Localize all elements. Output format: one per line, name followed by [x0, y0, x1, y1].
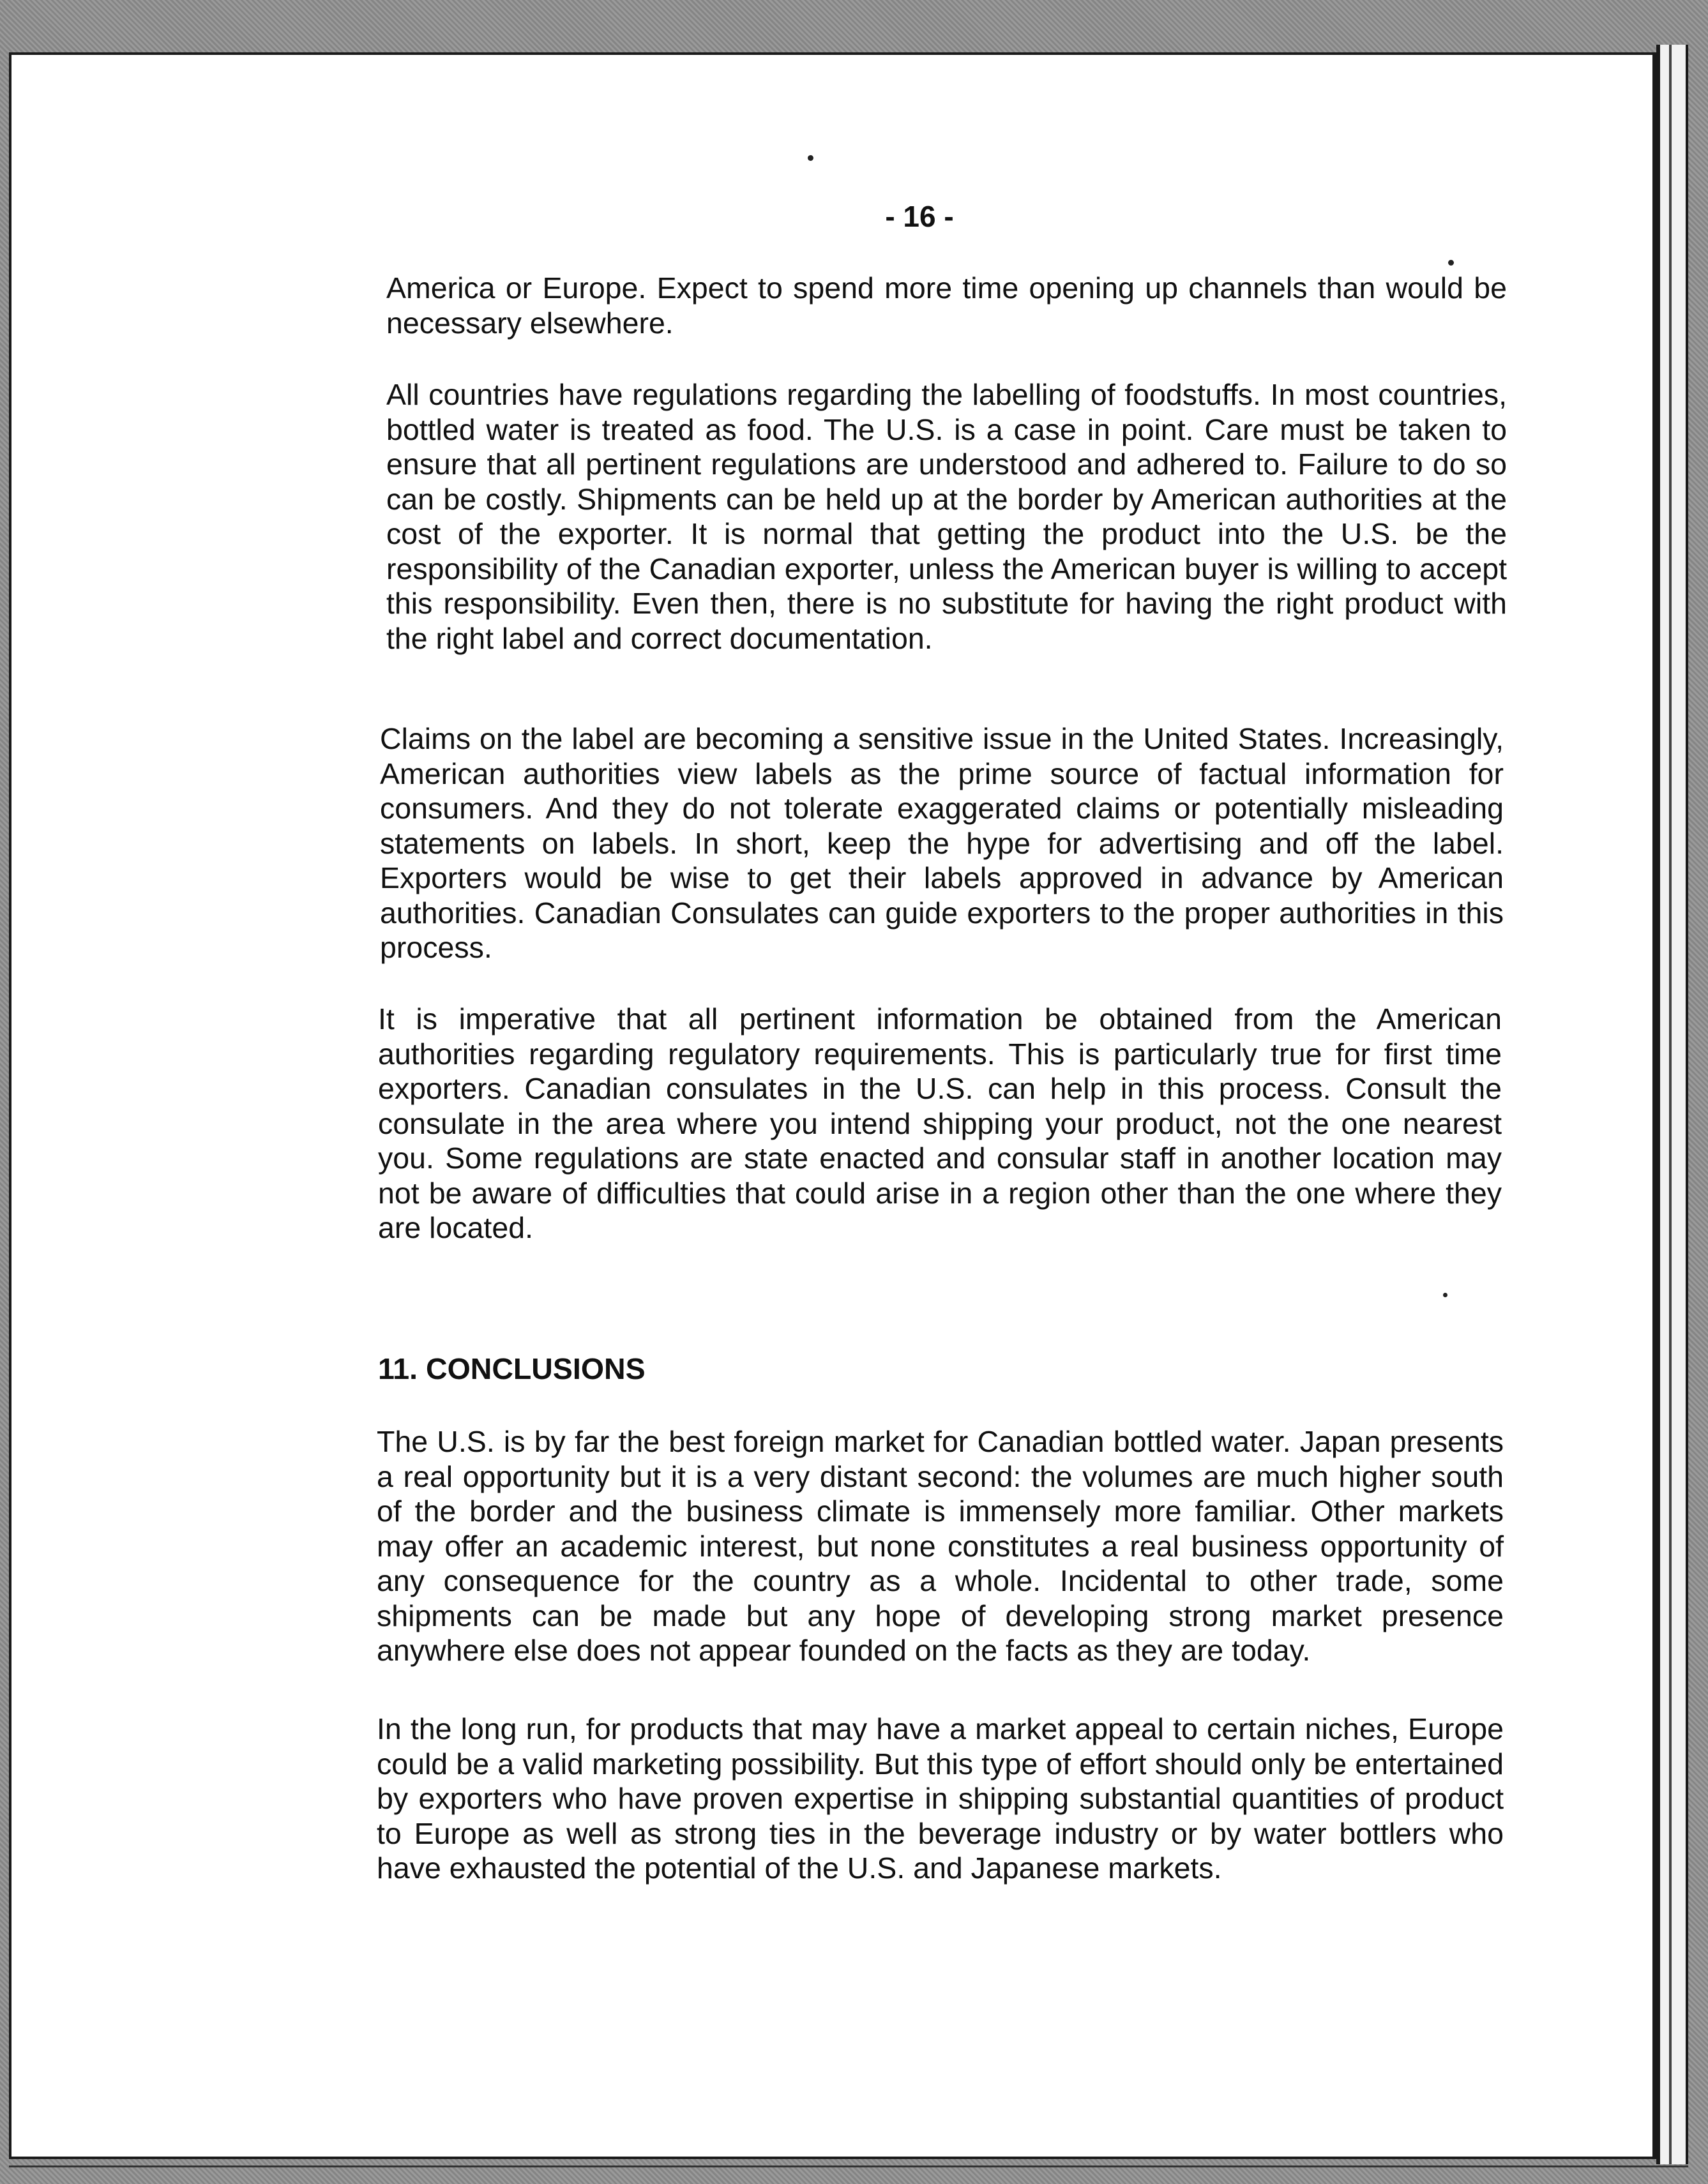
paragraph-conclusions-market: The U.S. is by far the best foreign market for Canadian bottled water. Japan presents a real opportunity but it is a very distant second: the volumes are much higher south of the border and the business climate is immensely more familiar. Other markets may offer an academic interest, but none constitutes a real business opportunity of any consequence for the country as a whole. Incidental to other trade, some shipments can be made but any hope of developing strong market presence anywhere else does not appear founded on the facts as they are today. [377, 1425, 1504, 1667]
binder-line [1669, 45, 1672, 2164]
scan-speck [1448, 260, 1454, 266]
scan-speck [1443, 1293, 1447, 1297]
paragraph-regulatory-information: It is imperative that all pertinent information be obtained from the American authorities regarding regulatory requirements. This is particularly true for first time exporters. Canadian consulates in the U.S. can help in this process. Consult the consulate in the area where you intend shipping your product, not the one nearest you. Some regulations are state enacted and consular staff in another location may not be aware of difficulties that could arise in a region other than the one where they are located. [378, 1002, 1502, 1244]
page-number: - 16 - [885, 200, 954, 233]
paragraph-label-claims: Claims on the label are becoming a sensitive issue in the United States. Increasingly, American authorities view labels as the prime source of factual information for consumers. And they do not tolerate exaggerated claims or potentially misleading statements on labels. In short, keep the hype for advertising and off the label. Exporters would be wise to get their labels approved in advance by American authorities. Canadian Consulates can guide exporters to the proper authorities in this process. [380, 722, 1504, 964]
paragraph-labelling-regulations: All countries have regulations regarding the labelling of foodstuffs. In most countries, bottled water is treated as food. The U.S. is a case in point. Care must be taken to ensure that all pertinent regulations are understood and adhered to. Failure to do so can be costly. Shipments can be held up at the border by American authorities at the cost of the exporter. It is normal that getting the product into the U.S. be the responsibility of the Canadian exporter, unless the American buyer is willing to accept this responsibility. Even then, there is no substitute for having the right product with the right label and correct documentation. [386, 378, 1507, 655]
scan-speck [808, 155, 813, 161]
page-bottom-edge [9, 2165, 1688, 2167]
section-heading: 11. CONCLUSIONS [378, 1352, 646, 1385]
binder-edge [1656, 45, 1688, 2164]
paragraph-conclusions-europe: In the long run, for products that may have a market appeal to certain niches, Europe could be a valid marketing possibility. But this type of effort should only be entertained by exporters who have proven expertise in shipping substantial quantities of product to Europe as well as strong ties in the beverage industry or by water bottlers who have exhausted the potential of the U.S. and Japanese markets. [377, 1712, 1504, 1885]
paragraph-continuation: America or Europe. Expect to spend more time opening up channels than would be necessary elsewhere. [386, 271, 1507, 340]
